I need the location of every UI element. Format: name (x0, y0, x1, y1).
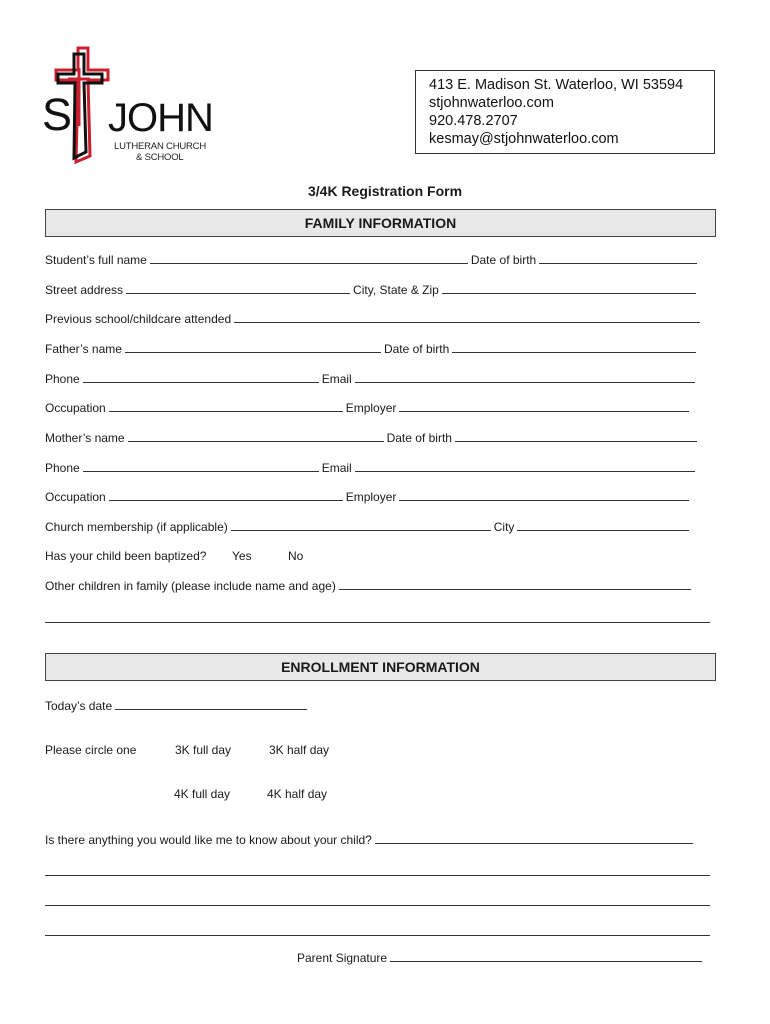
baptized-row (45, 549, 206, 563)
occupation1-field[interactable] (109, 400, 343, 412)
city-state-zip-field[interactable] (442, 282, 696, 294)
anything-line-4[interactable] (45, 935, 710, 936)
father-work-row (45, 400, 692, 415)
employer1-field[interactable] (399, 400, 689, 412)
street-label: Street address (45, 283, 124, 297)
other-children-label: Other children in family (please include name and age) (45, 579, 336, 593)
form-title: 3/4K Registration Form (307, 183, 463, 199)
contact-email: kesmay@stjohnwaterloo.com (429, 131, 619, 147)
anything-label: Is there anything you would like me to know about your child? (45, 833, 372, 847)
circle-one-label: Please circle one (45, 743, 137, 757)
mother-dob-label: Date of birth (386, 431, 452, 445)
email1-field[interactable] (355, 371, 695, 383)
anything-line-3[interactable] (45, 905, 710, 906)
occupation2-label: Occupation (45, 490, 106, 504)
phone2-label: Phone (45, 461, 80, 475)
baptized-label: Has your child been baptized? (45, 549, 207, 563)
baptized-no[interactable]: No (288, 549, 304, 563)
mother-row (45, 430, 700, 445)
mother-contact-row (45, 460, 698, 475)
signature-row (297, 950, 705, 965)
email2-field[interactable] (355, 460, 695, 472)
student-dob-label: Date of birth (470, 253, 537, 267)
phone1-label: Phone (45, 372, 80, 386)
church-row (45, 519, 692, 534)
contact-box (415, 70, 715, 154)
previous-school-field[interactable] (234, 311, 700, 323)
mother-dob-field[interactable] (455, 430, 697, 442)
baptized-yes[interactable]: Yes (232, 549, 252, 563)
father-dob-label: Date of birth (383, 342, 450, 356)
student-dob-field[interactable] (539, 252, 697, 264)
mother-work-row (45, 489, 692, 504)
phone2-field[interactable] (83, 460, 319, 472)
logo-line1: LUTHERAN CHURCH (114, 141, 207, 152)
street-field[interactable] (126, 282, 350, 294)
contact-address: 413 E. Madison St. Waterloo, WI 53594 (429, 77, 684, 93)
father-row (45, 341, 699, 356)
church-field[interactable] (231, 519, 491, 531)
student-name-label: Student’s full name (45, 253, 147, 267)
address-row (45, 282, 699, 297)
logo-john: JOHN (108, 96, 213, 140)
email1-label: Email (321, 372, 352, 386)
logo-line2: & SCHOOL (136, 152, 184, 163)
employer2-label: Employer (345, 490, 397, 504)
phone1-field[interactable] (83, 371, 319, 383)
family-section-heading: FAMILY INFORMATION (45, 209, 716, 237)
option-4k-half-day[interactable]: 4K half day (267, 787, 328, 801)
other-children-row (45, 578, 694, 593)
mother-name-field[interactable] (128, 430, 384, 442)
signature-field[interactable] (390, 950, 702, 962)
anything-field[interactable] (375, 832, 693, 844)
enrollment-section-heading: ENROLLMENT INFORMATION (45, 653, 716, 681)
father-name-field[interactable] (125, 341, 381, 353)
other-children-line-2[interactable] (45, 622, 710, 623)
student-name-row (45, 252, 700, 267)
option-3k-half-day[interactable]: 3K half day (269, 743, 330, 757)
contact-website: stjohnwaterloo.com (429, 95, 554, 111)
anything-row (45, 832, 696, 847)
previous-school-row (45, 311, 703, 326)
city-state-zip-label: City, State & Zip (353, 283, 439, 297)
option-3k-full-day[interactable]: 3K full day (175, 743, 232, 757)
church-logo (42, 44, 213, 168)
contact-phone: 920.478.2707 (429, 113, 518, 129)
email2-label: Email (321, 461, 352, 475)
employer2-field[interactable] (399, 489, 689, 501)
todays-date-label: Today’s date (45, 699, 113, 713)
father-dob-field[interactable] (452, 341, 696, 353)
church-city-label: City (493, 520, 515, 534)
father-contact-row (45, 371, 698, 386)
occupation1-label: Occupation (45, 401, 106, 415)
mother-name-label: Mother’s name (45, 431, 125, 445)
occupation2-field[interactable] (109, 489, 343, 501)
church-city-field[interactable] (517, 519, 689, 531)
signature-label: Parent Signature (297, 951, 388, 965)
employer1-label: Employer (345, 401, 397, 415)
todays-date-row (45, 698, 310, 713)
todays-date-field[interactable] (115, 698, 307, 710)
student-name-field[interactable] (150, 252, 468, 264)
other-children-field[interactable] (339, 578, 691, 590)
logo-s: S (42, 89, 72, 140)
church-label: Church membership (if applicable) (45, 520, 228, 534)
previous-school-label: Previous school/childcare attended (45, 312, 232, 326)
option-4k-full-day[interactable]: 4K full day (174, 787, 231, 801)
father-name-label: Father’s name (45, 342, 122, 356)
anything-line-2[interactable] (45, 875, 710, 876)
